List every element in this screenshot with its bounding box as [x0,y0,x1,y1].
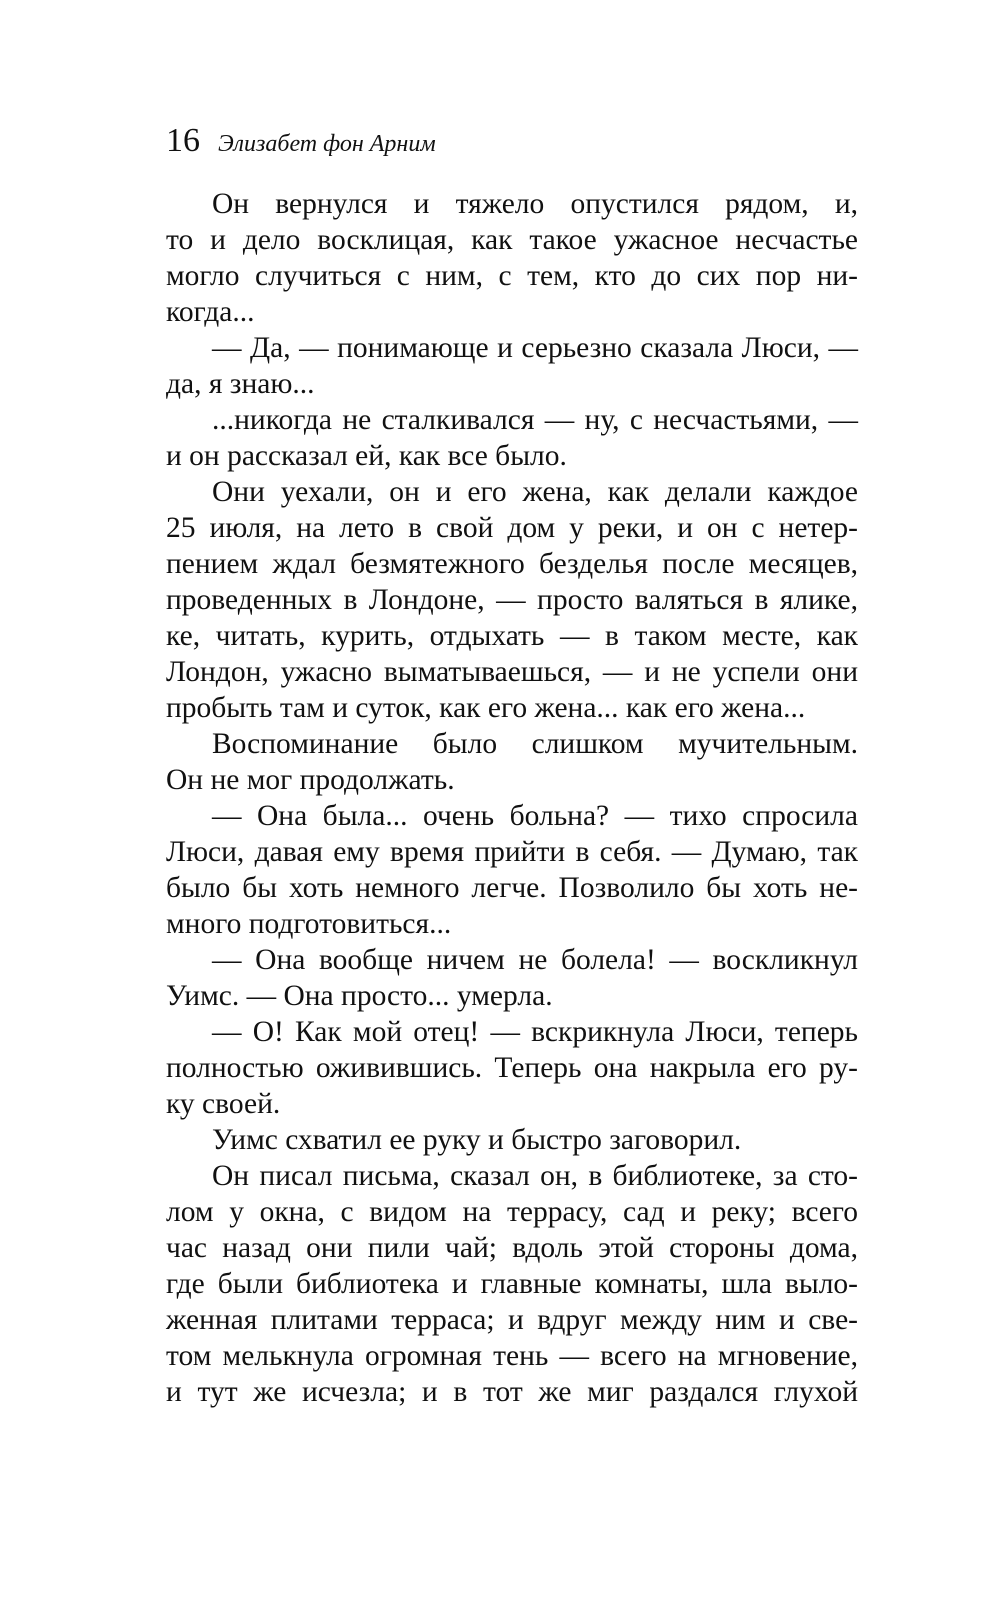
text-line: да, я знаю... [166,368,315,400]
text-line: Уимс схватил ее руку и быстро заговорил. [212,1124,742,1156]
text-line: — Она вообще ничем не болела! — воскликнул [212,944,858,976]
text-line: — О! Как мой отец! — вскрикнула Люси, теперь [212,1016,858,1048]
text-line: Лондон, ужасно выматываешься, — и не успели они [166,656,858,688]
text-line: лом у окна, с видом на террасу, сад и реку; всего [166,1196,858,1228]
text-line: много подготовиться... [166,908,452,940]
text-line: 25 июля, на лето в свой дом у реки, и он с нетер- [166,512,858,544]
running-head [166,122,436,172]
text-line: Они уехали, он и его жена, как делали каждое [212,476,858,508]
text-line: и тут же исчезла; и в тот же миг раздался глухой [166,1376,858,1408]
text-line: то и дело восклицая, как такое ужасное несчастье [166,224,858,256]
text-line: Воспоминание было слишком мучительным. [212,728,858,760]
text-line: Он писал письма, сказал он, в библиотеке, за сто- [212,1160,858,1192]
body-text [166,186,858,1410]
text-line: Он вернулся и тяжело опустился рядом, и, [212,188,858,220]
text-line: где были библиотека и главные комнаты, шла выло- [166,1268,858,1300]
text-line: проведенных в Лондоне, — просто валяться в ялике, [166,584,858,616]
text-line: когда... [166,296,255,328]
text-line: было бы хоть немного легче. Позволило бы хоть не- [166,872,858,904]
text-line: том мелькнула огромная тень — всего на мгновение, [166,1340,858,1372]
text-line: и он рассказал ей, как все было. [166,440,567,472]
text-line: Он не мог продолжать. [166,764,455,796]
text-line: Люси, давая ему время прийти в себя. — Думаю, так [166,836,858,868]
text-line: полностью оживившись. Теперь она накрыла его ру- [166,1052,858,1084]
page-number: 16 [166,122,200,159]
text-line: женная плитами терраса; и вдруг между ним и све- [166,1304,858,1336]
text-line: пробыть там и суток, как его жена... как его жена... [166,692,806,724]
text-line: Уимс. — Она просто... умерла. [166,980,553,1012]
text-line: ...никогда не сталкивался — ну, с несчастьями, — [212,404,858,436]
text-line: — Она была... очень больна? — тихо спросила [212,800,858,832]
text-line: — Да, — понимающе и серьезно сказала Люси, — [212,332,858,364]
text-line: ке, читать, курить, отдыхать — в таком месте, как [166,620,858,652]
text-line: час назад они пили чай; вдоль этой стороны дома, [166,1232,858,1264]
book-author: Элизабет фон Арним [218,131,436,157]
text-line: могло случиться с ним, с тем, кто до сих пор ни- [166,260,858,292]
text-line: пением ждал безмятежного безделья после месяцев, [166,548,858,580]
text-line: ку своей. [166,1088,281,1120]
